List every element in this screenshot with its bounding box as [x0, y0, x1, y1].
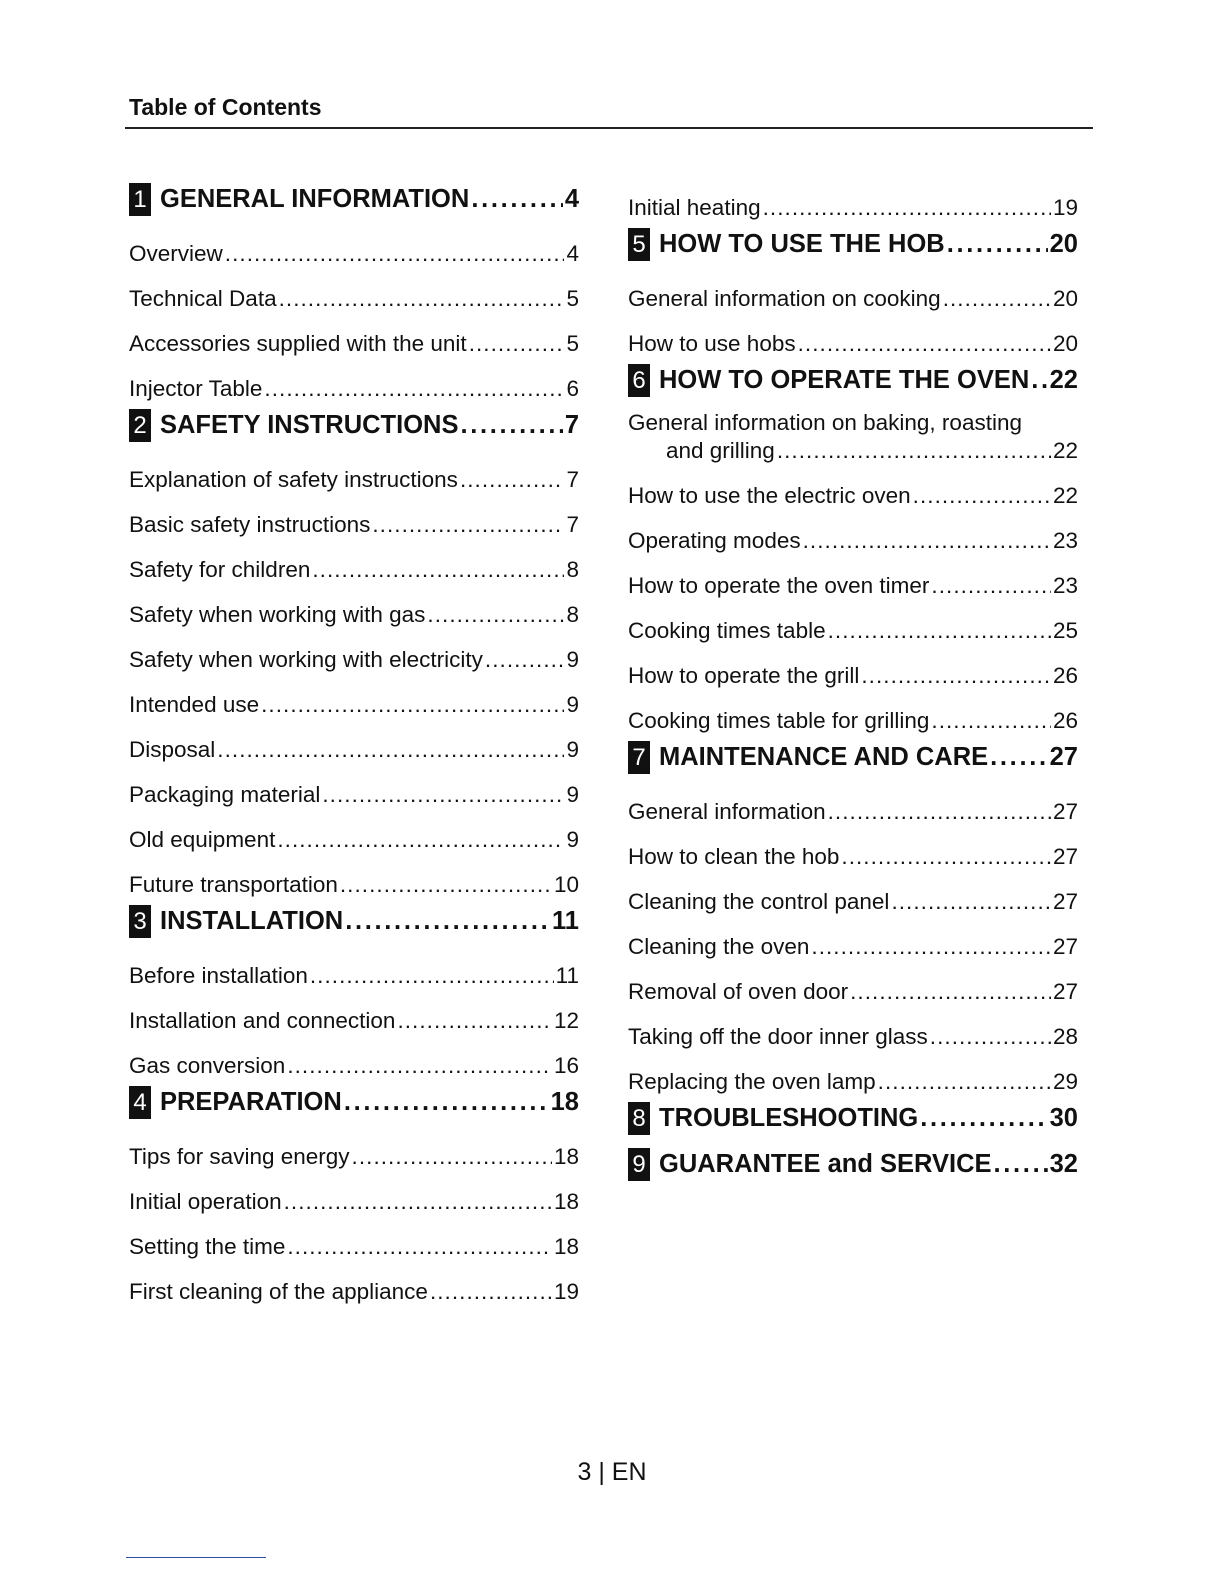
section-title: MAINTENANCE AND CARE [659, 742, 989, 771]
entry-title: Disposal [129, 737, 216, 762]
entry-title: Safety for children [129, 557, 311, 582]
page-number: 27 [1049, 742, 1078, 771]
page-number: 12 [553, 1008, 579, 1033]
page-number: 22 [1052, 438, 1078, 463]
section-number-badge: 7 [628, 741, 650, 774]
entry-title: Operating modes [628, 528, 801, 553]
page-number: 18 [553, 1234, 579, 1259]
page-number: 20 [1052, 331, 1078, 356]
dot-leader [279, 286, 565, 312]
toc-section-heading[interactable] [628, 221, 1078, 267]
entry-title: Accessories supplied with the unit [129, 331, 467, 356]
toc-entry[interactable] [628, 312, 1078, 357]
entry-title: Injector Table [129, 376, 263, 401]
toc-entry[interactable] [129, 808, 579, 853]
entry-title: Explanation of safety instructions [129, 467, 458, 492]
dot-leader [994, 1150, 1048, 1179]
page-number: 9 [566, 737, 579, 762]
dot-leader [861, 663, 1051, 689]
entry-title: Cleaning the oven [628, 934, 810, 959]
toc-entry[interactable] [628, 176, 1078, 221]
toc-section-heading[interactable] [129, 176, 579, 222]
dot-leader [913, 483, 1051, 509]
toc-right-column [628, 176, 1078, 1187]
entry-title: How to operate the grill [628, 663, 860, 688]
page-number: 8 [566, 602, 579, 627]
toc-entry[interactable] [129, 763, 579, 808]
entry-title: Intended use [129, 692, 260, 717]
entry-title: General information [628, 799, 826, 824]
page-number: 9 [566, 827, 579, 852]
page-number: 20 [1052, 286, 1078, 311]
section-title: INSTALLATION [160, 906, 344, 935]
dot-leader [261, 692, 564, 718]
toc-entry[interactable] [129, 989, 579, 1034]
dot-leader [372, 512, 564, 538]
entry-title: First cleaning of the appliance [129, 1279, 428, 1304]
toc-section-heading[interactable] [628, 734, 1078, 780]
toc-entry[interactable] [129, 1215, 579, 1260]
toc-entry[interactable] [129, 1260, 579, 1305]
dot-leader [287, 1234, 552, 1260]
toc-entry[interactable] [628, 1050, 1078, 1095]
header-divider [125, 127, 1093, 129]
toc-entry[interactable] [129, 718, 579, 763]
dot-leader [352, 1144, 552, 1170]
entry-title: Old equipment [129, 827, 276, 852]
toc-entry[interactable] [129, 628, 579, 673]
entry-title: Future transportation [129, 872, 338, 897]
entry-title: Safety when working with electricity [129, 647, 483, 672]
page-number: 27 [1052, 934, 1078, 959]
page-number: 19 [553, 1279, 579, 1304]
entry-title: Initial heating [628, 195, 761, 220]
page-number: 22 [1049, 365, 1078, 394]
dot-leader [777, 437, 1051, 465]
page-number: 22 [1052, 483, 1078, 508]
section-number-badge: 3 [129, 905, 151, 938]
page-number: 18 [550, 1087, 579, 1116]
entry-title-line1: General information on baking, roasting [628, 410, 1022, 435]
dot-leader [460, 411, 562, 440]
dot-leader [310, 963, 554, 989]
toc-entry[interactable] [129, 1125, 579, 1170]
entry-title: Setting the time [129, 1234, 286, 1259]
section-number-badge: 8 [628, 1102, 650, 1135]
dot-leader [828, 799, 1051, 825]
toc-entry[interactable] [628, 554, 1078, 599]
toc-section-heading[interactable] [129, 898, 579, 944]
dot-leader [397, 1008, 552, 1034]
toc-entry[interactable] [628, 780, 1078, 825]
dot-leader [471, 185, 563, 214]
page-number: 9 [566, 782, 579, 807]
entry-title: Cooking times table [628, 618, 826, 643]
entry-title-line2-row [628, 437, 1078, 465]
page-number: 5 [566, 286, 579, 311]
page-number: 7 [566, 467, 579, 492]
entry-title: Replacing the oven lamp [628, 1069, 876, 1094]
section-number-badge: 4 [129, 1086, 151, 1119]
page-number: 16 [553, 1053, 579, 1078]
dot-leader [264, 376, 564, 402]
entry-title: Installation and connection [129, 1008, 396, 1033]
dot-leader [798, 331, 1051, 357]
entry-title-line2: and grilling [666, 438, 775, 463]
toc-entry[interactable] [129, 1034, 579, 1079]
page-number: 20 [1049, 229, 1078, 258]
dot-leader [891, 889, 1051, 915]
page-number: 23 [1052, 528, 1078, 553]
page-number: 7 [564, 410, 579, 439]
toc-entry[interactable] [129, 583, 579, 628]
page-number: 4 [566, 241, 579, 266]
page-number: 7 [566, 512, 579, 537]
entry-title: Safety when working with gas [129, 602, 426, 627]
entry-title: Taking off the door inner glass [628, 1024, 928, 1049]
entry-title: Before installation [129, 963, 308, 988]
page-number: 27 [1052, 889, 1078, 914]
entry-title: Technical Data [129, 286, 277, 311]
dot-leader [920, 1104, 1047, 1133]
toc-entry[interactable] [628, 267, 1078, 312]
dot-leader [878, 1069, 1051, 1095]
toc-entry[interactable] [129, 448, 579, 493]
section-title: GENERAL INFORMATION [160, 184, 470, 213]
toc-entry[interactable] [129, 357, 579, 402]
page-number: 26 [1052, 663, 1078, 688]
page-number: 18 [553, 1144, 579, 1169]
page-number: 19 [1052, 195, 1078, 220]
page-number: 9 [566, 692, 579, 717]
entry-title: Gas conversion [129, 1053, 286, 1078]
dot-leader [312, 557, 564, 583]
entry-title: Cooking times table for grilling [628, 708, 930, 733]
entry-title: How to use hobs [628, 331, 796, 356]
toc-entry[interactable] [628, 825, 1078, 870]
dot-leader [344, 1088, 549, 1117]
section-title: HOW TO OPERATE THE OVEN [659, 365, 1030, 394]
entry-title: General information on cooking [628, 286, 941, 311]
section-number-badge: 6 [628, 364, 650, 397]
page-number: 29 [1052, 1069, 1078, 1094]
page-number: 11 [555, 963, 579, 988]
page-number: 27 [1052, 799, 1078, 824]
toc-entry[interactable] [129, 944, 579, 989]
page-number: 26 [1052, 708, 1078, 733]
toc-entry[interactable] [628, 599, 1078, 644]
toc-entry[interactable] [628, 915, 1078, 960]
page-number: 25 [1052, 618, 1078, 643]
toc-entry[interactable] [628, 403, 1078, 465]
dot-leader [225, 241, 565, 267]
entry-title: How to use the electric oven [628, 483, 911, 508]
page-number: 4 [564, 184, 579, 213]
dot-leader [811, 934, 1051, 960]
toc-entry[interactable] [129, 538, 579, 583]
dot-leader [990, 743, 1047, 772]
dot-leader [947, 230, 1048, 259]
toc-entry[interactable] [129, 222, 579, 267]
dot-leader [469, 331, 565, 357]
page-title: Table of Contents [129, 94, 322, 120]
section-number-badge: 5 [628, 228, 650, 261]
toc-section-heading[interactable] [628, 357, 1078, 403]
entry-title: Basic safety instructions [129, 512, 371, 537]
toc-entry[interactable] [129, 312, 579, 357]
toc-entry[interactable] [628, 960, 1078, 1005]
section-title: GUARANTEE and SERVICE [659, 1149, 992, 1178]
page-number: 23 [1052, 573, 1078, 598]
toc-entry[interactable] [129, 673, 579, 718]
page-number: 30 [1049, 1103, 1078, 1132]
dot-leader [430, 1279, 552, 1305]
dot-leader [217, 737, 564, 763]
section-number-badge: 1 [129, 183, 151, 216]
toc-entry[interactable] [129, 853, 579, 898]
dot-leader [803, 528, 1051, 554]
toc-entry[interactable] [628, 464, 1078, 509]
page-number: 6 [566, 376, 579, 401]
entry-title: Removal of oven door [628, 979, 849, 1004]
page-number: 27 [1052, 844, 1078, 869]
entry-title: Tips for saving energy [129, 1144, 350, 1169]
section-title: PREPARATION [160, 1087, 342, 1116]
page-number: 18 [553, 1189, 579, 1214]
page-number: 10 [553, 872, 579, 897]
page-number: 9 [566, 647, 579, 672]
dot-leader [340, 872, 552, 898]
toc-entry[interactable] [628, 644, 1078, 689]
dot-leader [763, 195, 1051, 221]
toc-section-heading[interactable] [129, 1079, 579, 1125]
dot-leader [485, 647, 565, 673]
entry-title: Cleaning the control panel [628, 889, 890, 914]
page-number: 32 [1049, 1149, 1078, 1178]
dot-leader [427, 602, 564, 628]
toc-entry[interactable] [628, 509, 1078, 554]
page-number: 8 [566, 557, 579, 582]
footnote-divider [126, 1557, 266, 1558]
dot-leader [930, 1024, 1051, 1050]
entry-title: Overview [129, 241, 223, 266]
page-number: 11 [552, 906, 579, 935]
dot-leader [943, 286, 1051, 312]
section-title: SAFETY INSTRUCTIONS [160, 410, 459, 439]
page-number: 5 [566, 331, 579, 356]
page-footer: 3 | EN [577, 1458, 647, 1486]
entry-title: Packaging material [129, 782, 321, 807]
entry-title: How to operate the oven timer [628, 573, 930, 598]
dot-leader [284, 1189, 552, 1215]
dot-leader [931, 573, 1051, 599]
dot-leader [460, 467, 565, 493]
dot-leader [931, 708, 1051, 734]
page-number: 27 [1052, 979, 1078, 1004]
dot-leader [828, 618, 1051, 644]
dot-leader [287, 1053, 552, 1079]
toc-entry[interactable] [628, 870, 1078, 915]
toc-entry[interactable] [129, 1170, 579, 1215]
section-number-badge: 9 [628, 1148, 650, 1181]
section-title: HOW TO USE THE HOB [659, 229, 945, 258]
dot-leader [322, 782, 564, 808]
toc-section-heading[interactable] [129, 402, 579, 448]
toc-left-column [129, 176, 579, 1305]
dot-leader [1031, 366, 1047, 395]
dot-leader [850, 979, 1051, 1005]
section-number-badge: 2 [129, 409, 151, 442]
toc-entry[interactable] [129, 493, 579, 538]
section-title: TROUBLESHOOTING [659, 1103, 919, 1132]
dot-leader [345, 907, 550, 936]
dot-leader [841, 844, 1051, 870]
page-number: 28 [1052, 1024, 1078, 1049]
toc-section-heading[interactable] [628, 1141, 1078, 1187]
entry-title: How to clean the hob [628, 844, 840, 869]
toc-entry[interactable] [628, 1005, 1078, 1050]
toc-section-heading[interactable] [628, 1095, 1078, 1141]
toc-entry[interactable] [628, 689, 1078, 734]
entry-title: Initial operation [129, 1189, 282, 1214]
toc-entry[interactable] [129, 267, 579, 312]
dot-leader [277, 827, 564, 853]
